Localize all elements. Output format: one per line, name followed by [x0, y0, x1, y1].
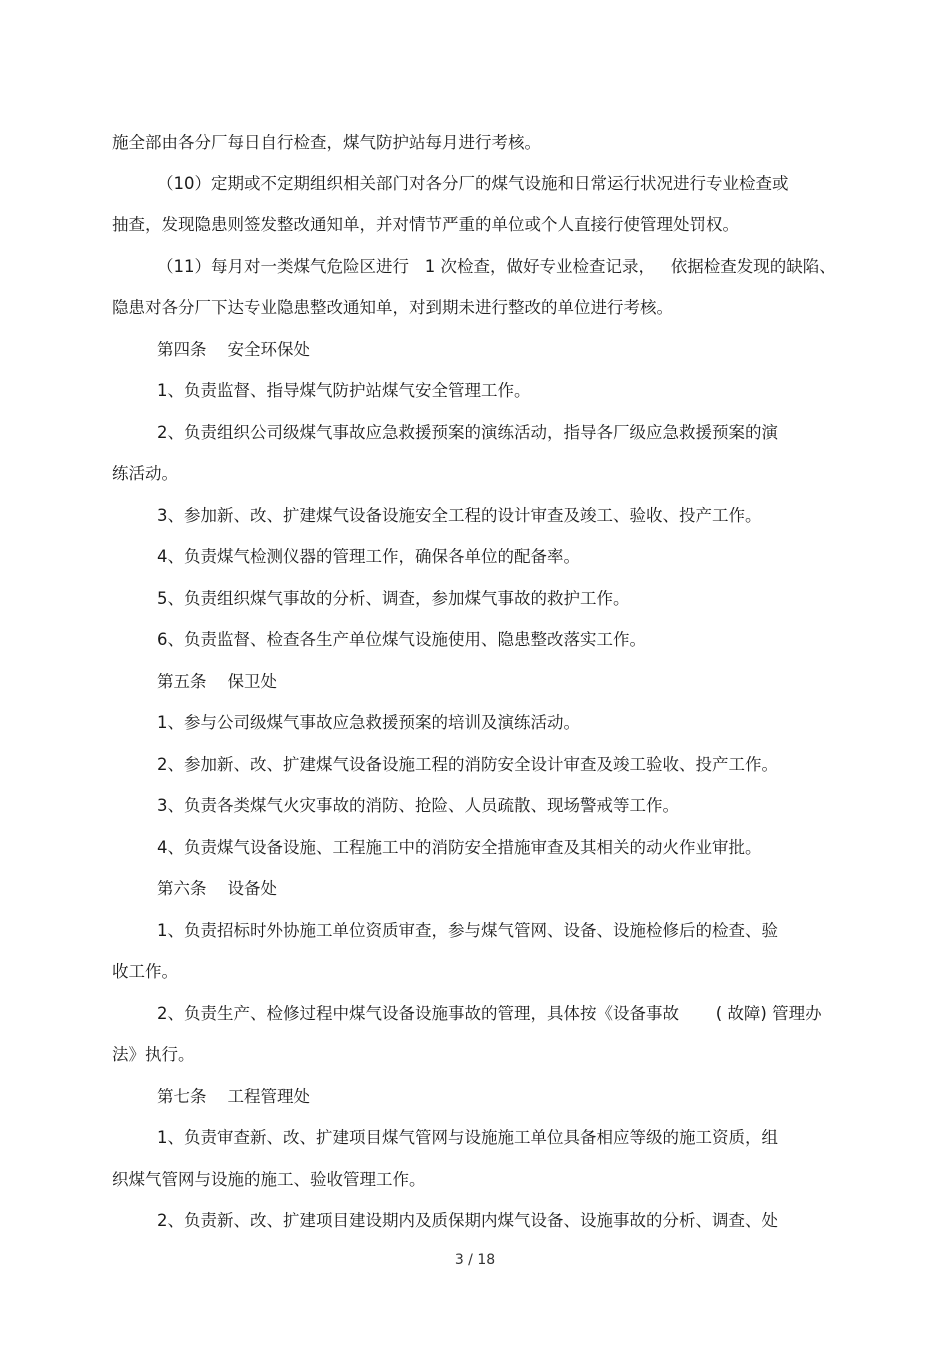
section-heading: 第六条 设备处 [157, 879, 277, 898]
text-line: 1、负责审查新、改、扩建项目煤气管网与设施施工单位具备相应等级的施工资质，组 [157, 1128, 778, 1147]
text-line: 2、负责新、改、扩建项目建设期内及质保期内煤气设备、设施事故的分析、调查、处 [157, 1211, 778, 1230]
text-line: 收工作。 [112, 962, 178, 981]
text-line: 1、参与公司级煤气事故应急救援预案的培训及演练活动。 [157, 713, 580, 732]
text-line: 2、负责组织公司级煤气事故应急救援预案的演练活动，指导各厂级应急救援预案的演 [157, 423, 778, 442]
text-line: （10）定期或不定期组织相关部门对各分厂的煤气设施和日常运行状况进行专业检查或 [157, 174, 789, 193]
text-line: 6、负责监督、检查各生产单位煤气设施使用、隐患整改落实工作。 [157, 630, 646, 649]
text-line: 2、参加新、改、扩建煤气设备设施工程的消防安全设计审查及竣工验收、投产工作。 [157, 755, 778, 774]
text-line: 抽查，发现隐患则签发整改通知单，并对情节严重的单位或个人直接行使管理处罚权。 [112, 215, 739, 234]
text-line: 2、负责生产、检修过程中煤气设备设施事故的管理，具体按《设备事故 ( 故障) 管理办 [157, 1004, 822, 1023]
text-line: 3、参加新、改、扩建煤气设备设施安全工程的设计审查及竣工、验收、投产工作。 [157, 506, 762, 525]
text-line: 法》执行。 [112, 1045, 195, 1064]
section-heading: 第五条 保卫处 [157, 672, 277, 691]
text-line: 3、负责各类煤气火灾事故的消防、抢险、人员疏散、现场警戒等工作。 [157, 796, 679, 815]
text-line: 隐患对各分厂下达专业隐患整改通知单，对到期未进行整改的单位进行考核。 [112, 298, 673, 317]
text-line: 1、负责监督、指导煤气防护站煤气安全管理工作。 [157, 381, 531, 400]
text-line: 5、负责组织煤气事故的分析、调查，参加煤气事故的救护工作。 [157, 589, 630, 608]
text-line: 织煤气管网与设施的施工、验收管理工作。 [112, 1170, 426, 1189]
section-heading: 第四条 安全环保处 [157, 340, 310, 359]
text-line: 练活动。 [112, 464, 178, 483]
text-line: 4、负责煤气检测仪器的管理工作，确保各单位的配备率。 [157, 547, 580, 566]
text-line: （11）每月对一类煤气危险区进行 1 次检查，做好专业检查记录， 依据检查发现的缺陷、 [157, 257, 836, 276]
text-line: 1、负责招标时外协施工单位资质审查，参与煤气管网、设备、设施检修后的检查、验 [157, 921, 778, 940]
section-heading: 第七条 工程管理处 [157, 1087, 310, 1106]
text-line: 4、负责煤气设备设施、工程施工中的消防安全措施审查及其相关的动火作业审批。 [157, 838, 762, 857]
page-number: 3 / 18 [454, 1252, 496, 1268]
text-line: 施全部由各分厂每日自行检查，煤气防护站每月进行考核。 [112, 133, 541, 152]
